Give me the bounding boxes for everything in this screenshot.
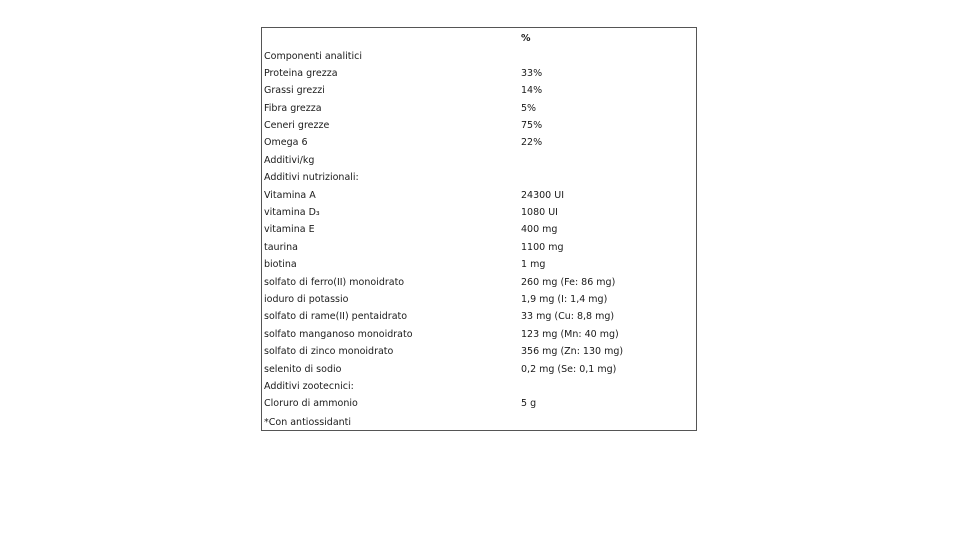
table-row [262, 204, 696, 221]
row-value: 33 mg (Cu: 8,8 mg) [521, 311, 615, 323]
table-row [262, 117, 696, 134]
row-value: 1,9 mg (I: 1,4 mg) [521, 293, 608, 305]
table-row [262, 361, 696, 378]
row-label: Componenti analitici [264, 50, 362, 62]
row-value: 1 mg [521, 259, 546, 271]
table-row [262, 308, 696, 325]
row-value: 1100 mg [521, 241, 564, 253]
table-row [262, 152, 696, 169]
row-label: vitamina E [264, 224, 315, 236]
row-value: 24300 UI [521, 189, 564, 201]
table-row [262, 65, 696, 82]
header-percent: % [521, 33, 531, 44]
row-label: solfato di rame(II) pentaidrato [264, 311, 408, 323]
row-label: biotina [264, 259, 297, 271]
table-row [262, 274, 696, 291]
row-label: Additivi/kg [264, 154, 315, 166]
table-row [262, 221, 696, 238]
row-label: Fibra grezza [264, 102, 322, 114]
nutrition-table [261, 27, 697, 431]
table-row [262, 187, 696, 204]
row-value: 356 mg (Zn: 130 mg) [521, 346, 624, 358]
row-label: Cloruro di ammonio [264, 398, 358, 410]
row-value: 5 g [521, 398, 537, 410]
table-row [262, 100, 696, 117]
row-label: ioduro di potassio [264, 293, 349, 305]
row-value: 400 mg [521, 224, 558, 236]
row-label: solfato di ferro(II) monoidrato [264, 276, 405, 288]
table-row [262, 239, 696, 256]
row-value: 75% [521, 120, 543, 132]
footnote: *Con antiossidanti [264, 416, 352, 428]
table-row [262, 256, 696, 273]
row-value: 1080 UI [521, 207, 558, 219]
row-label: vitamina D₃ [264, 207, 320, 219]
row-label: solfato di zinco monoidrato [264, 346, 394, 358]
table-row [262, 48, 696, 65]
table-row [262, 378, 696, 395]
row-value: 5% [521, 102, 537, 114]
table-row [262, 326, 696, 343]
row-value: 22% [521, 137, 543, 149]
row-label: Omega 6 [264, 137, 308, 149]
row-label: solfato manganoso monoidrato [264, 328, 413, 340]
table-row [262, 343, 696, 360]
row-label: taurina [264, 241, 298, 253]
table-row [262, 82, 696, 99]
row-value: 0,2 mg (Se: 0,1 mg) [521, 363, 617, 375]
table-row [262, 134, 696, 151]
row-label: Grassi grezzi [264, 85, 325, 97]
row-value: 123 mg (Mn: 40 mg) [521, 328, 619, 340]
row-label: Vitamina A [264, 189, 316, 201]
row-label: Ceneri grezze [264, 120, 330, 132]
table-row [262, 169, 696, 186]
table-row [262, 395, 696, 412]
row-value: 260 mg (Fe: 86 mg) [521, 276, 616, 288]
row-label: Proteina grezza [264, 67, 338, 79]
row-label: Additivi zootecnici: [264, 380, 354, 392]
row-value: 33% [521, 67, 543, 79]
row-value: 14% [521, 85, 543, 97]
table-row [262, 291, 696, 308]
row-label: selenito di sodio [264, 363, 342, 375]
row-label: Additivi nutrizionali: [264, 172, 359, 184]
table-rows [262, 48, 696, 413]
